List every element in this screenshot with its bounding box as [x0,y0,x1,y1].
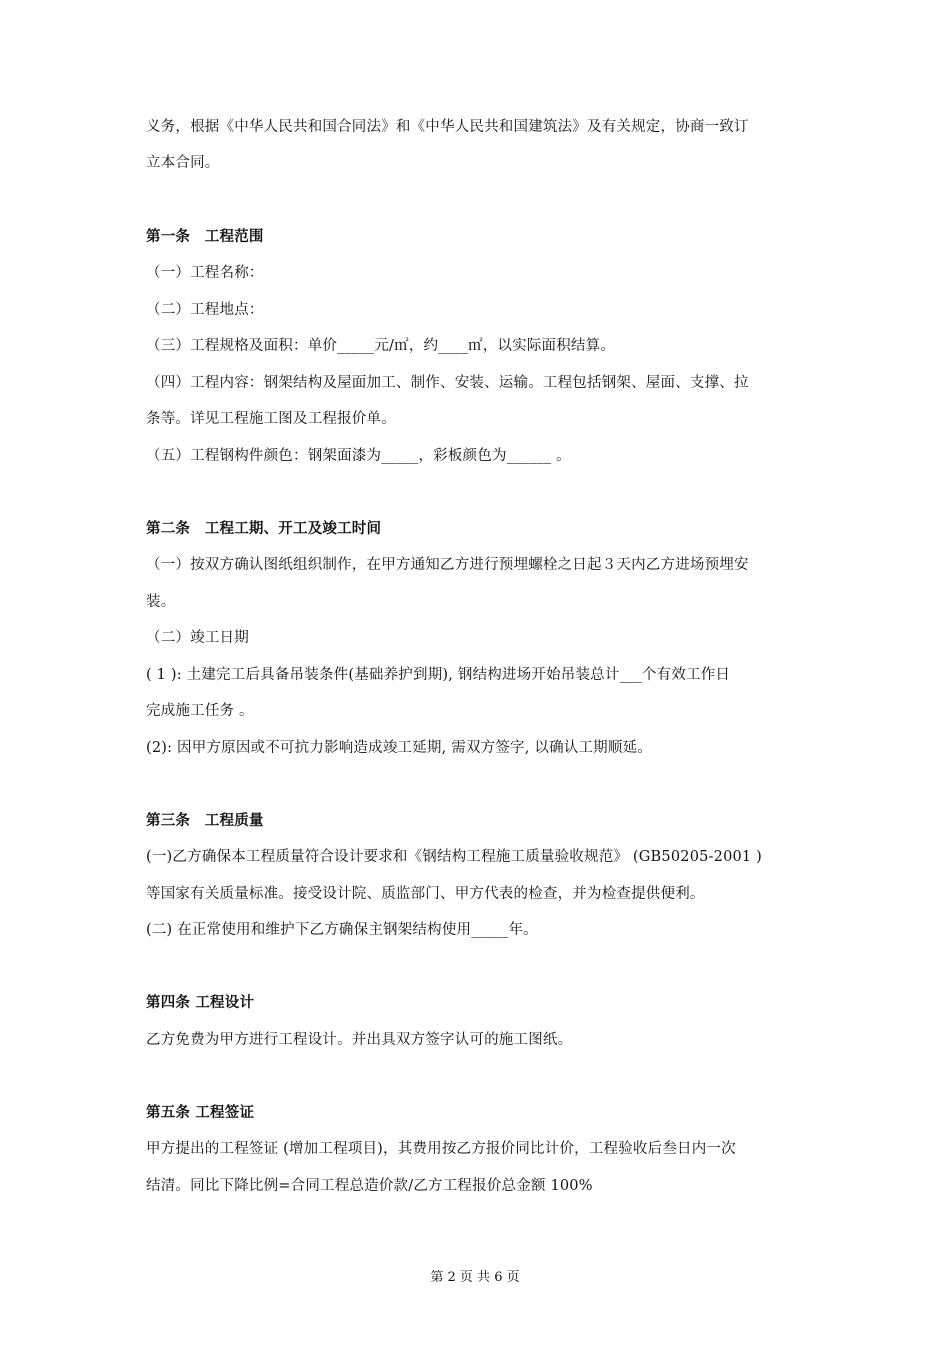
page-footer: 第 2 页 共 6 页 [430,1270,520,1285]
article-1-item-4-line-2: 条等。详见工程施工图及工程报价单。 [146,411,396,427]
article-2-item-2-1-line-1: ( 1 ): 土建完工后具备吊装条件(基础养护到期), 钢结构进场开始吊装总计___个有效工作日 [146,667,731,683]
article-4-title: 第四条 工程设计 [146,995,255,1011]
article-1-item-2: （二）工程地点： [146,302,264,318]
article-5-title: 第五条 工程签证 [146,1105,255,1121]
article-1-item-4-line-1: （四）工程内容：钢架结构及屋面加工、制作、安装、运输。工程包括钢架、屋面、支撑、拉 [146,375,749,391]
article-5-item-1-line-1: 甲方提出的工程签证 (增加工程项目)，其费用按乙方报价同比计价，工程验收后叁日内一次 [146,1141,736,1157]
article-2-title: 第二条 工程工期、开工及竣工时间 [146,521,382,537]
article-3-item-1-line-1: (一)乙方确保本工程质量符合设计要求和《钢结构工程施工质量验收规范》 (GB50205-2001 ) [146,849,763,865]
article-2-item-2-1-line-2: 完成施工任务 。 [146,703,254,719]
intro-line-1: 义务，根据《中华人民共和国合同法》和《中华人民共和国建筑法》及有关规定，协商一致订 [146,119,749,135]
article-2-item-2-2: (2): 因甲方原因或不可抗力影响造成竣工延期, 需双方签字, 以确认工期顺延。 [146,740,652,756]
article-5-item-1-line-2: 结清。同比下降比例=合同工程总造价款/乙方工程报价总金额 100% [146,1178,593,1194]
article-3-item-2: (二) 在正常使用和维护下乙方确保主钢架结构使用_____年。 [146,922,538,938]
article-3-item-1-line-2: 等国家有关质量标准。接受设计院、质监部门、甲方代表的检查，并为检查提供便利。 [146,886,705,902]
article-4-item-1: 乙方免费为甲方进行工程设计。并出具双方签字认可的施工图纸。 [146,1032,573,1048]
article-1-title: 第一条 工程范围 [146,229,264,245]
article-1-item-3: （三）工程规格及面积：单价_____元/㎡，约____㎡，以实际面积结算。 [146,338,616,354]
article-2-item-1-line-2: 装。 [146,594,176,610]
article-3-title: 第三条 工程质量 [146,813,264,829]
article-2-item-2: （二）竣工日期 [146,630,249,646]
intro-line-2: 立本合同。 [146,155,220,171]
article-1-item-5: （五）工程钢构件颜色：钢架面漆为_____，彩板颜色为______ 。 [146,448,571,464]
article-1-item-1: （一）工程名称： [146,265,264,281]
article-2-item-1-line-1: （一）按双方确认图纸组织制作，在甲方通知乙方进行预埋螺栓之日起３天内乙方进场预埋安 [146,557,749,573]
